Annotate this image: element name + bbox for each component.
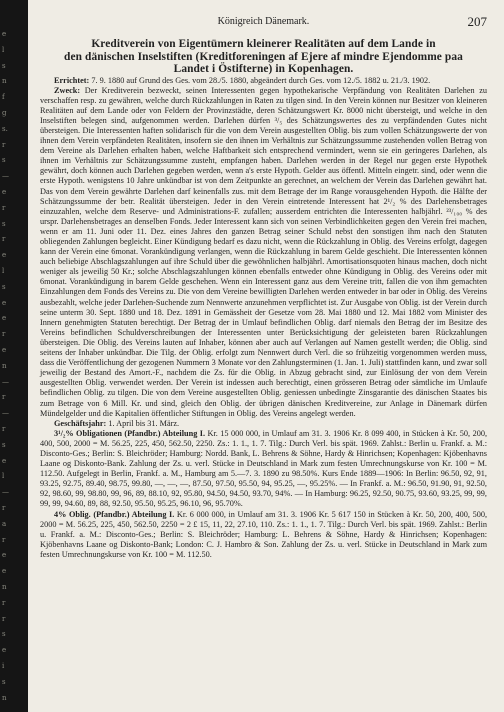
margin-fragment: — (2, 409, 9, 418)
geschaeftsjahr-text: 1. April bis 31. März. (108, 418, 180, 428)
margin-fragment: r (2, 598, 6, 607)
section-title (40, 38, 487, 76)
zweck-label: Zweck: (54, 85, 81, 95)
margin-fragment: s (2, 61, 6, 70)
margin-fragment: r (2, 330, 6, 339)
margin-fragment: s (2, 282, 6, 291)
geschaeftsjahr-label: Geschäftsjahr: (54, 418, 107, 428)
margin-fragment: e (2, 551, 7, 560)
page-number: 207 (467, 14, 487, 29)
paragraph-geschaeftsjahr (40, 419, 487, 429)
margin-fragment: r (2, 535, 6, 544)
margin-fragment: n (2, 583, 7, 591)
margin-fragment: n (2, 693, 7, 702)
margin-fragment: s (2, 156, 6, 165)
document-page (28, 0, 504, 712)
margin-fragment: — (2, 488, 9, 497)
errichtet-text: 7. 9. 1880 auf Grund des Ges. vom 28./5. 1880, abgeändert durch Ges. vom 12./5. 1882 u. 21./3. 1902. (91, 75, 431, 85)
margin-fragment: r (2, 504, 6, 512)
margin-fragment: — (2, 377, 9, 386)
margin-fragment: l (2, 472, 5, 481)
margin-fragment: r (2, 140, 6, 149)
margin-fragment: n (2, 77, 7, 86)
margin-fragment: s (2, 440, 6, 449)
margin-fragment: e (2, 298, 7, 307)
paragraph-bond-2 (40, 510, 487, 560)
title-line-3: Landet i Östifterne) in Kopenhagen. (173, 63, 354, 75)
margin-fragment: r (2, 235, 6, 244)
paragraph-errichtet (40, 76, 487, 86)
margin-fragment: s (2, 630, 6, 639)
bond-2-text: Kr. 6 000 000, in Umlauf am 31. 3. 1906 Kr. 5 617 150 in Stücken à Kr. 50, 200, 400, 500, 2000 = M. 56.25, 225, 450, 562.50, 2250 = 2 £ 15, 11, 22, 27.10, 110. Zs.: 1. 1., 1. 7. Tilg.: Durch Verl. bis spät. 1969. Zahlst.: Berlin u. Frankf. a. M.: Disconto-Ges.; Berlin: S. Bleichröder; Hamburg: L. Behrens & Söhne, Hardy & Hinrichsen; Kopenhagen: Kjöbenhavns Laane og Diskonto-Bank; London: C. J. Hambro & Son. Zahlung der Zs. u. verl. Stücke in Deutschland in Mark zum festen Umrechnungskurse von Kr. 100 = M. 112.50. (40, 509, 488, 559)
running-header (40, 14, 487, 30)
margin-fragment: i (2, 662, 5, 670)
margin-fragment: — (2, 172, 9, 181)
bond-1-label: 3¹/₂% Obligationen (Pfandbr.) Abteilung I. (54, 428, 206, 438)
margin-fragment: e (2, 346, 7, 354)
errichtet-label: Errichtet: (54, 75, 90, 85)
zweck-text: Der Kreditverein bezweckt, seinen Interessenten gegen hypothekarische Verpfändung von Realitäten Darlehen zu verschaffen resp. zu gewähren, welche durch Rückzahlungen in Raten zu tilgen sind. In den Verein können nur Besitzer von kleineren Realitäten auf dem Lande oder von Feldern der Provinzstädte, deren Schätzungswert Kr. 8000 nicht übersteigt, und welche in den Inselstiften belegen sind, aufgenommen werden. Darlehen dürfen ³/₅ des Schätzungswertes des zu verpfändenden Gutes nicht übersteigen. Die Interessenten haften solidarisch für die von dem Verein ausgestellten Oblig. bis zum vollen Schätzungswerte der von ihnen dem Verein verpfändeten Realitäten, insofern sie den ihnen im Verhältnis zur Schätzungssumme zustehenden vollen Betrag von dem Vereine als Darlehen erhalten haben, welche Haftbarkeit sich entsprechend vermindert, wenn sie ein geringeres Darlehen, als ihnen im Verhältnis zur Schätzungssumme zusteht, empfangen haben. Darlehen werden in der Regel nur gegen erste Hypothek gewährt, doch können auch Darlehen gegeben werden, wenn a's erste Hypoth. Gelder aus öffentl. Mitteln eingetr. sind, oder wenn die erste Hypoth. wenigstens 10 Jahre unkündbar ist von dem Zeitpunkte an gerechnet, an welchem der Verein das Darlehen gewährt hat. Das von dem Verein gewährte Darlehen darf keinenfalls zus. mit dem Betrage der im Range vorausgehenden Hypoth. die Hälfte der Schätzungssumme der betr. Realität übersteigen. Jeder in den Verein eintretende Interessent hat 2¹/₂ % des Darlehensbetrages einzuzahlen, welche dem Reserve- und Administrations-F. zufallen; ausserdem entrichten die Interessenten halbjährl. ²³/₁₀₀ % des urspr. Darlehensbetrages an denselben Fonds. Jeder Interessent kann sich von seinen Verbindlichkeiten gegen den Verein frei machen, wenn er am 11. Juni oder 11. Dez. eines Jahres den ganzen Betrag seiner Schuld nebst den sonstigen ihm nach den Statuten obliegenden Zahlungen begleicht. Einer Kündigung bedarf es dazu nicht, wenn die Rückzahlung in Oblig. des Vereins erfolgt, dagegen kann der Verein eine 6monat. Vorankündigung verlangen, wenn die Rückzahlung in barem Gelde geschieht. Die Interessenten können auch beliebige Abschlagszahlungen auf ihre Schuld über die gewöhnlichen halbjährl. Amortisationsquoten hinaus machen, doch nicht weniger als jeweilig 50 Kr.; solche Abschlagszahlungen können ebenfalls entweder ohne Kündigung in Oblig. des Vereins oder mit 6monat. Vorankündigung in barem Gelde geschehen. Wenn ein Interessent ganz aus dem Vereine tritt, fallen die von ihm gemachten Einzahlungen dem Fonds des Vereins zu. Die von dem Vereine bewilligten Darlehen werden entweder in bar oder in Oblig. des Vereins ausbezahlt, welche jeder Darlehen-Suchende zum Nennwerte anzunehmen verpflichtet ist. Zur Ausgabe von Oblig. ist der Verein durch seine unterm 30. Sept. 1880 und 18. Dez. 1891 in Gemässheit der Gesetze vom 28. Mai 1880 und 12. Mai 1882 vom Minister des Innern genehmigten Statuten berechtigt. Der Betrag der in Umlauf befindlichen Oblig. darf niemals den Betrag der im Besitze des Vereins befindlichen Schuldverschreibungen der Interessenten unter Berücksichtigung der geleisteten baren Rückzahlungen übersteigen. Die Oblig. des Vereins lauten auf Inhaber, können aber auch auf Verlangen auf Namen gestellt werden; die Oblig. sind seitens der Inhaber unkündbar. Die Tilg. der Oblig. erfolgt zum Nennwert durch Verl. die so frühzeitig vorgenommen werden muss, dass die Veröffentlichung der gezogenen Nummern 3 Monate vor den Zahlungsterminen (1. Jan. 1. Juli) stattfinden kann, und zwar soll jeweilig der Bestand des Amort.-F., nachdem die Zs. für die Oblig. in Abzug gebracht sind, zur Einlösung der von dem Verein ausgestellten Oblig. verwendet werden. Der Verein ist indessen auch berechtigt, einen grösseren Betrag oder sämtliche im Umlaufe befindlichen Oblig. zu tilgen. Die von dem Vereine ausgestellten Oblig. geniessen unbedingte Zinsgarantie des dänischen Staates bis zum Betrage von 6 Mill. Kr. und sind, gleich den Oblig. der übrigen dänischen Kreditvereine, zur Anlage in Dänemark dürfen Mündelgelder und die Kapitalien öffentlicher Stiftungen in Oblig. des Vereins angelegt werden. (40, 85, 487, 418)
margin-fragment: r (2, 203, 6, 212)
margin-fragment: s. (2, 124, 8, 133)
margin-fragment: l (2, 45, 5, 54)
margin-fragment: r (2, 614, 6, 623)
margin-fragment: r (2, 393, 6, 402)
margin-fragment: e (2, 567, 7, 576)
bond-2-label: 4% Oblig. (Pfandbr.) Abteilung I. (54, 509, 175, 519)
margin-fragment: s (2, 219, 6, 228)
margin-fragment: e (2, 30, 7, 38)
bond-1-text: Kr. 15 000 000, in Umlauf am 31. 3. 1906 Kr. 8 099 400, in Stücken à Kr. 50, 200, 400, 500, 2000 = M. 56.25, 225, 450, 562.50, 2250. Zs.: 1. 1., 1. 7. Tilg.: Durch Verl. bis spät. 1969. Zahlst.: Berlin u. Frankf. a. M.: Disconto-Ges.; Berlin: S. Bleichröder; Hamburg: Nordd. Bank, L. Behrens & Söhne, Hardy & Hinrichsen; Kopenhagen: Kjöbenhavns Laane og Diskonto-Bank. Zahlung der Zs. u. verl. Stücke in Deutschland in Mark zum festen Umrechnungskurse von Kr. 100 = M. 112.50. Aufgelegt in Berlin, Frankf. a. M., Hamburg am 5.—7. 3. 1890 zu 98.50%. Kurs Ende 1889—1906: In Berlin: 96.50, 92, 91, 93.25, 92.75, 89.40, 98.75, 99.80, —, —, —, 87.50, 97.50, 95.50, 94, 95.25, —, 95.25%. — In Frankf. a. M.: 96.50, 91.90, 91, 92.50, 92, 98.60, 99, 98.80, 99, 96, 89, 88.10, 92, 95.80, 94.50, 94.50, 93.70, 94%. — In Hamburg: 96.25, 92.50, 90.75, 93.60, 93.25, 99, 99, 99, 99, 94.60, 89, 88, 92.50, 95.50, 95.25, 96.10, 96, 95.70%. (40, 428, 488, 509)
paragraph-bond-1 (40, 429, 487, 510)
running-title: Königreich Dänemark. (217, 16, 310, 27)
paragraph-zweck (40, 86, 487, 419)
page-content (40, 14, 487, 560)
margin-fragment: e (2, 314, 7, 323)
margin-fragment: n (2, 361, 7, 370)
margin-fragment: g (2, 109, 7, 117)
margin-fragment: e (2, 646, 7, 655)
title-line-2: den dänischen Inselstiften (Kreditforeningen af Ejere af mindre Ejendomme paa (64, 50, 463, 63)
margin-fragment: e (2, 456, 7, 465)
margin-fragment: r (2, 425, 6, 433)
margin-fragment: f (2, 93, 5, 102)
margin-fragment: s (2, 677, 6, 686)
margin-fragment: e (2, 188, 7, 196)
margin-fragment: e (2, 251, 7, 260)
margin-fragment: a (2, 519, 7, 528)
adjacent-page-margin (0, 0, 28, 712)
title-line-1: Kreditverein von Eigentümern kleinerer Realitäten auf dem Lande in (91, 38, 436, 50)
margin-fragment: l (2, 267, 5, 275)
